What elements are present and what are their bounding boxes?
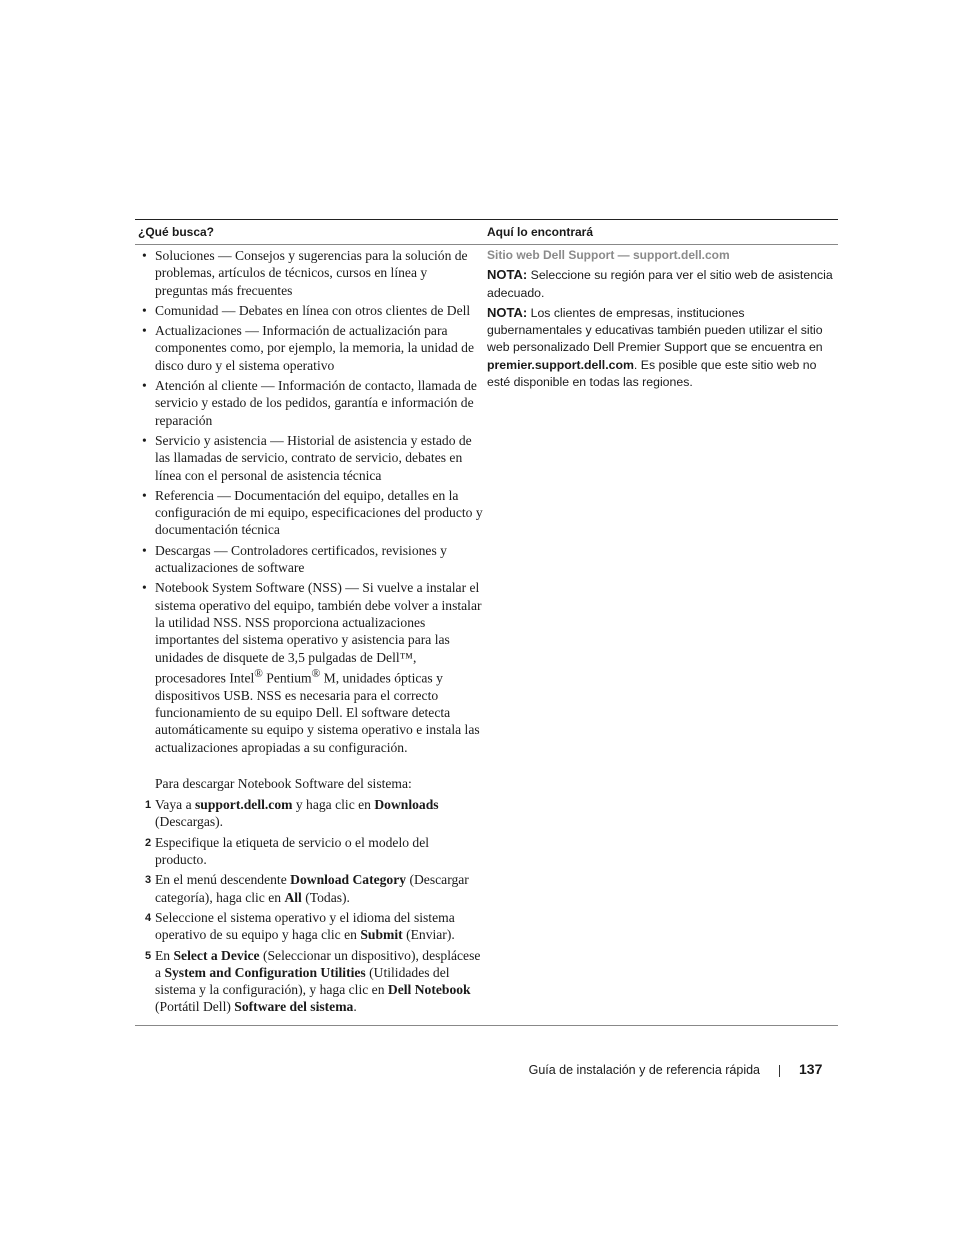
header-where-found: Aquí lo encontrará bbox=[487, 225, 594, 239]
all-label: All bbox=[284, 889, 302, 905]
list-item: • Referencia — Documentación del equipo, detalles en la configuración de mi equipo, especificaciones del producto y documentación técnica bbox=[138, 487, 483, 539]
select-device-label: Select a Device bbox=[173, 947, 260, 963]
system-utilities-label: System and Configuration Utilities bbox=[164, 964, 366, 980]
step-text: En bbox=[155, 947, 174, 963]
right-column bbox=[483, 247, 837, 1019]
step-text: Seleccione el sistema operativo y el idioma del sistema operativo de su equipo y haga clic en bbox=[155, 909, 455, 943]
step-3 bbox=[138, 871, 483, 906]
topic-list bbox=[138, 247, 483, 756]
step-text: (Descargas). bbox=[155, 814, 224, 830]
step-text: y haga clic en bbox=[292, 797, 375, 813]
note-premier bbox=[487, 304, 837, 391]
link-premier-support[interactable]: premier.support.dell.com bbox=[487, 357, 634, 372]
step-text: (Utilidades del sistema y la configuración), y haga clic en bbox=[155, 964, 450, 998]
step-text: (Todas). bbox=[301, 889, 350, 905]
note-text: Seleccione su región para ver el sitio web de asistencia adecuado. bbox=[487, 268, 833, 300]
info-table bbox=[135, 219, 838, 1026]
registered-mark: ® bbox=[311, 667, 321, 680]
note-text: . Es posible que este sitio web no esté disponible en todas las regiones. bbox=[487, 357, 817, 390]
download-category-label: Download Category bbox=[290, 872, 407, 888]
step-1 bbox=[138, 796, 483, 831]
step-2 bbox=[138, 834, 483, 869]
step-text: En el menú descendente bbox=[155, 872, 291, 888]
registered-mark: ® bbox=[254, 667, 263, 680]
step-number: 2 bbox=[145, 836, 152, 849]
step-text: (Seleccionar un dispositivo), desplácese a bbox=[155, 947, 481, 980]
step-4 bbox=[138, 909, 483, 944]
note-text: Los clientes de empresas, instituciones gubernamentales y educativas también pueden utilizar el sitio web personalizado Dell Premier Support que se encuentra en bbox=[487, 305, 823, 355]
step-text: (Portátil Dell) bbox=[155, 999, 235, 1015]
page-number: 137 bbox=[799, 1061, 823, 1077]
left-column bbox=[135, 247, 483, 1019]
step-text: . bbox=[353, 999, 357, 1015]
header-what-looking-for: ¿Qué busca? bbox=[138, 225, 215, 239]
table-body-row bbox=[135, 245, 838, 1025]
list-item: • Servicio y asistencia — Historial de asistencia y estado de las llamadas de servicio, contrato de servicio, debates en línea con el personal de asistencia técnica bbox=[138, 432, 483, 484]
step-number: 4 bbox=[145, 911, 152, 924]
nss-text-3: M, unidades ópticas y dispositivos USB. NSS es necesaria para el correcto funcionamiento de su equipo Dell. El software detecta automáticamente su equipo y sistema operativo e instala las actualizaciones apropiadas a su configuración. bbox=[155, 670, 480, 755]
step-text: Especifique la etiqueta de servicio o el modelo del producto. bbox=[155, 834, 430, 868]
step-number: 1 bbox=[145, 799, 152, 812]
nss-text-1: Notebook System Software (NSS) — Si vuelve a instalar el sistema operativo del equipo, también debe volver a instalar la utilidad NSS. NSS proporciona actualizaciones importantes del sistema operativo y asistencia para las unidades de disquete de 3,5 pulgadas de Dell™, procesadores Intel bbox=[155, 580, 482, 686]
step-number: 3 bbox=[145, 874, 152, 887]
support-site-title: Sitio web Dell Support — support.dell.com bbox=[487, 248, 730, 262]
download-steps bbox=[138, 796, 483, 1016]
step-text: Vaya a bbox=[155, 797, 196, 813]
step-text: (Descargar categoría), haga clic en bbox=[155, 872, 469, 905]
step-text: (Enviar). bbox=[402, 927, 455, 943]
note-label: NOTA: bbox=[487, 304, 528, 320]
dell-notebook-label: Dell Notebook bbox=[387, 982, 471, 998]
list-item: • Comunidad — Debates en línea con otros clientes de Dell bbox=[138, 302, 483, 319]
footer-guide-title: Guía de instalación y de referencia rápida bbox=[528, 1063, 760, 1077]
submit-label: Submit bbox=[360, 927, 403, 943]
step-number: 5 bbox=[145, 949, 152, 962]
table-header-row bbox=[135, 220, 838, 245]
link-support-site[interactable]: support.dell.com bbox=[195, 797, 293, 813]
list-item: • Actualizaciones — Información de actualización para componentes como, por ejemplo, la memoria, la unidad de disco duro y el sistema operativo bbox=[138, 322, 483, 374]
step-5 bbox=[138, 947, 483, 1016]
list-item-nss bbox=[138, 579, 483, 756]
note-label: NOTA: bbox=[487, 267, 528, 283]
download-intro: Para descargar Notebook Software del sistema: bbox=[155, 775, 412, 791]
downloads-label: Downloads bbox=[374, 797, 439, 813]
system-software-label: Software del sistema bbox=[234, 999, 354, 1015]
nss-text-2: Pentium bbox=[262, 670, 312, 686]
note-region bbox=[487, 266, 837, 302]
list-item: • Atención al cliente — Información de contacto, llamada de servicio y estado de los pedidos, garantía e información de reparación bbox=[138, 377, 483, 429]
list-item: • Soluciones — Consejos y sugerencias para la solución de problemas, artículos de técnicos, cursos en línea y preguntas más frecuentes bbox=[138, 247, 483, 299]
list-item: • Descargas — Controladores certificados, revisiones y actualizaciones de software bbox=[138, 542, 483, 577]
footer-divider bbox=[779, 1065, 780, 1077]
